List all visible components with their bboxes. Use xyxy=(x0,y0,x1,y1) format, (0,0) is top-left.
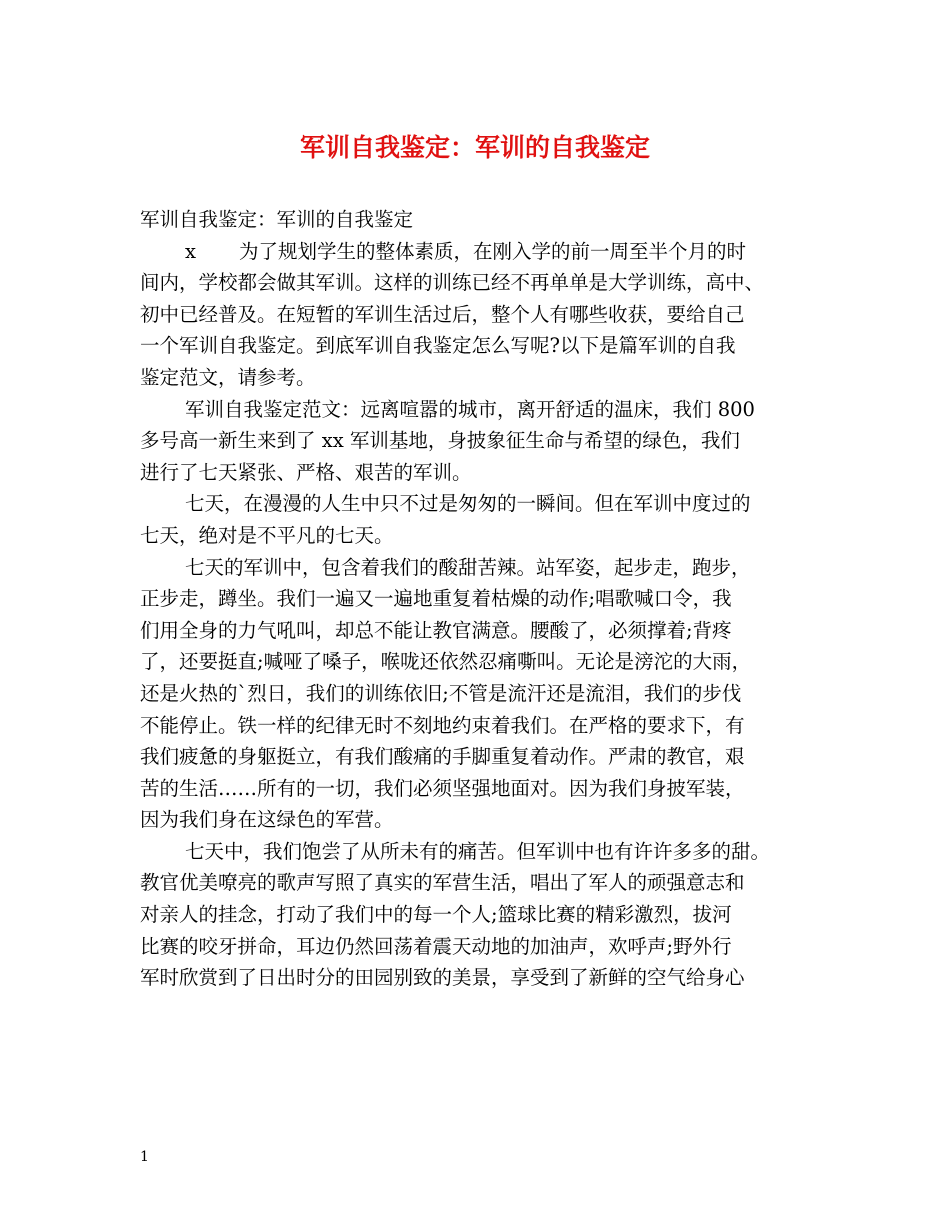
paragraph-line: 正步走，蹲坐。我们一遍又一遍地重复着枯燥的动作;唱歌喊口令，我 xyxy=(140,587,732,611)
paragraph-line: 七天，在漫漫的人生中只不过是匆匆的一瞬间。但在军训中度过的 xyxy=(185,492,751,516)
paragraph-line: 七天的军训中，包含着我们的酸甜苦辣。站军姿，起步走，跑步， xyxy=(185,555,751,579)
paragraph-line: 军训自我鉴定范文：远离喧嚣的城市，离开舒适的温床，我们 800 xyxy=(185,397,755,421)
paragraph-line: 初中已经普及。在短暂的军训生活过后，整个人有哪些收获，要给自己 xyxy=(140,302,745,326)
page-number: 1 xyxy=(140,1149,149,1165)
paragraph-line: 间内，学校都会做其军训。这样的训练已经不再单单是大学训练，高中、 xyxy=(140,271,765,295)
paragraph-line xyxy=(140,236,830,268)
paragraph-line: 们用全身的力气吼叫，却总不能让教官满意。腰酸了，必须撑着;背疼 xyxy=(140,618,732,642)
paragraph-line: 鉴定范文，请参考。 xyxy=(140,365,316,389)
paragraph-line: 了，还要挺直;喊哑了嗓子，喉咙还依然忍痛嘶叫。无论是滂沱的大雨， xyxy=(140,650,752,674)
paragraph-line: 多号高一新生来到了 xx 军训基地，身披象征生命与希望的绿色，我们 xyxy=(140,429,740,453)
paragraph-line: 对亲人的挂念，打动了我们中的每一个人;篮球比赛的精彩激烈，拔河 xyxy=(140,903,732,927)
paragraph-line: 七天，绝对是不平凡的七天。 xyxy=(140,523,394,547)
paragraph-line: 苦的生活……所有的一切，我们必须坚强地面对。因为我们身披军装， xyxy=(140,776,745,800)
paragraph-line: 还是火热的`烈日，我们的训练依旧;不管是流汗还是流泪，我们的步伐 xyxy=(140,681,742,705)
intro-mark: x xyxy=(185,239,196,263)
paragraph-line: 比赛的咬牙拼命，耳边仍然回荡着震天动地的加油声，欢呼声;野外行 xyxy=(140,934,732,958)
paragraph-line: 因为我们身在这绿色的军营。 xyxy=(140,808,394,832)
paragraph-line: 进行了七天紧张、严格、艰苦的军训。 xyxy=(140,460,472,484)
paragraph-text: 为了规划学生的整体素质，在刚入学的前一周至半个月的时 xyxy=(239,239,747,263)
paragraph-line: 七天中，我们饱尝了从所未有的痛苦。但军训中也有许许多多的甜。 xyxy=(185,839,771,863)
paragraph-line: 一个军训自我鉴定。到底军训自我鉴定怎么写呢?以下是篇军训的自我 xyxy=(140,334,736,358)
document-title: 军训自我鉴定：军训的自我鉴定 xyxy=(299,133,650,162)
paragraph-line: 军时欣赏到了日出时分的田园别致的美景，享受到了新鲜的空气给身心 xyxy=(140,966,745,990)
paragraph-line: 我们疲惫的身躯挺立，有我们酸痛的手脚重复着动作。严肃的教官，艰 xyxy=(140,745,745,769)
document-body xyxy=(140,204,830,994)
paragraph-line: 不能停止。铁一样的纪律无时不刻地约束着我们。在严格的要求下，有 xyxy=(140,713,745,737)
document-subtitle: 军训自我鉴定：军训的自我鉴定 xyxy=(140,208,414,231)
paragraph-line: 教官优美嘹亮的歌声写照了真实的军营生活，唱出了军人的顽强意志和 xyxy=(140,871,745,895)
